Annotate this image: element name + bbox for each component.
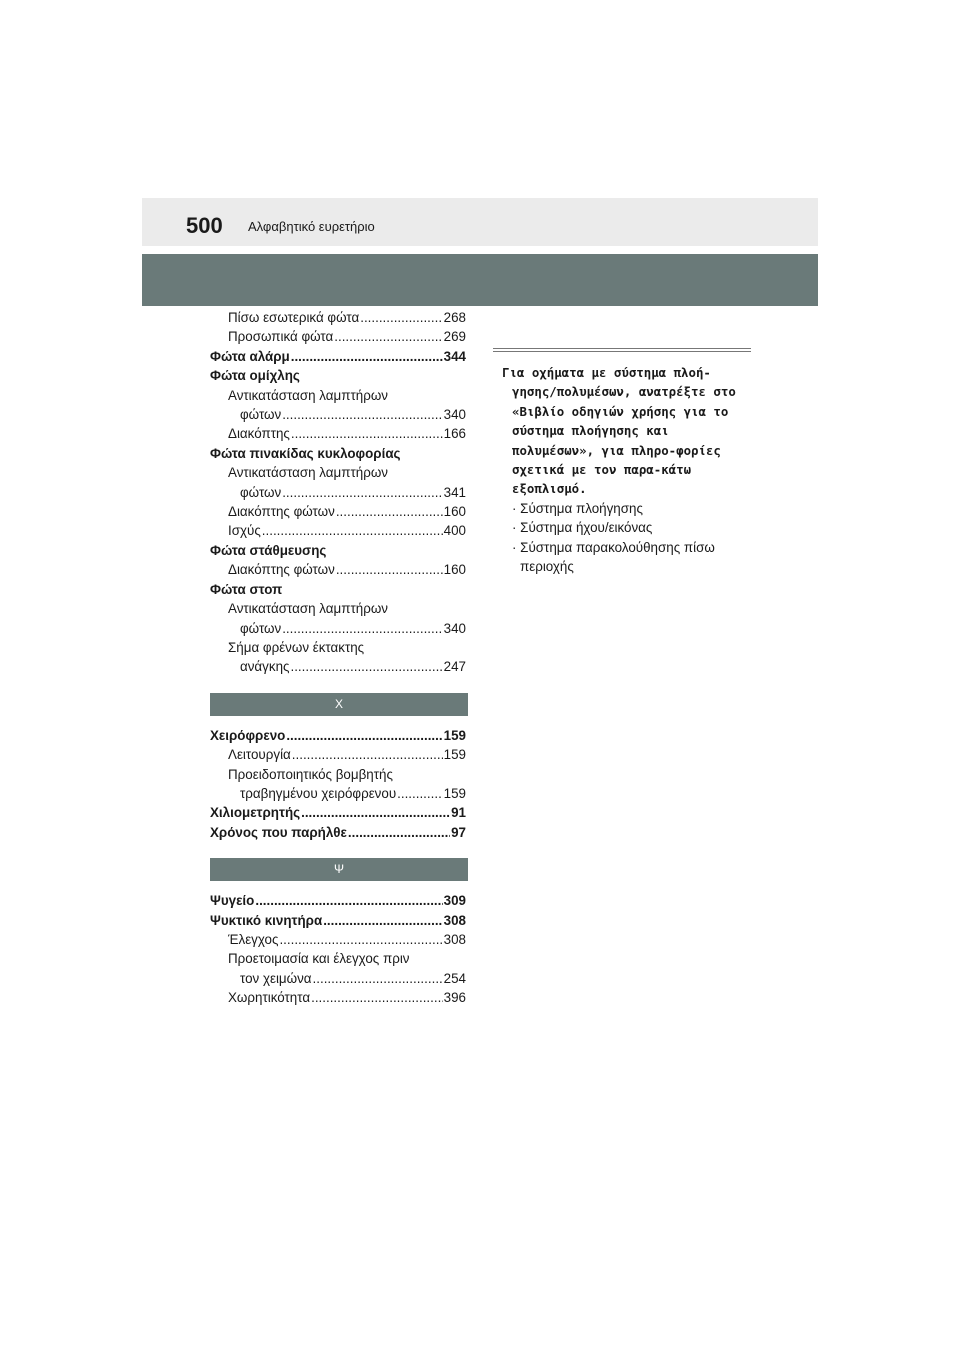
double-rule: [493, 348, 751, 352]
index-entry: Διακόπτης ..... 166: [210, 424, 466, 443]
index-entry: τραβηγμένου χειρόφρενου ..... 159: [210, 784, 466, 803]
index-entry: Διακόπτης φώτων ..... 160: [210, 560, 466, 579]
page-title: Αλφαβητικό ευρετήριο: [248, 219, 375, 234]
equipment-bullet: · Σύστημα πλοήγησης: [512, 500, 643, 516]
index-entry: Ψυκτικό κινητήρα ..... 308: [210, 911, 466, 930]
index-subheading: Σήμα φρένων έκτακτης: [228, 639, 365, 655]
index-entry: Ψυγείο ..... 309: [210, 891, 466, 910]
index-entry: Χειρόφρενο ..... 159: [210, 726, 466, 745]
note-column: [493, 348, 751, 576]
index-entry: Προσωπικά φώτα ..... 269: [210, 327, 466, 346]
index-entry: Χιλιομετρητής ..... 91: [210, 803, 466, 822]
index-entry: Πίσω εσωτερικά φώτα ..... 268: [210, 308, 466, 327]
index-entry: φώτων ..... 340: [210, 619, 466, 638]
index-subheading: Προετοιμασία και έλεγχος πριν: [228, 951, 410, 967]
index-entry: ανάγκης ..... 247: [210, 657, 466, 676]
navigation-note: Για οχήματα με σύστημα πλοή-γησης/πολυμέσων, ανατρέξτε στο «Βιβλίο οδηγιών χρήσης για το σύστημα πλοήγησης και πολυμέσων», για πληρο-φορίες σχετικά με τον παρα-κάτω εξοπλισμό.: [502, 365, 736, 497]
index-heading: Φώτα ομίχλης: [210, 368, 300, 384]
section-letter-chi: Χ: [210, 693, 468, 716]
index-entry: Λειτουργία ..... 159: [210, 745, 466, 764]
section-letter-psi: Ψ: [210, 858, 468, 881]
index-subheading: Προειδοποιητικός βομβητής: [228, 766, 393, 782]
index-entry: Χωρητικότητα ..... 396: [210, 988, 466, 1007]
index-entry: Έλεγχος ..... 308: [210, 930, 466, 949]
index-entry: Διακόπτης φώτων ..... 160: [210, 502, 466, 521]
index-entry: Ισχύς ..... 400: [210, 521, 466, 540]
index-subheading: Αντικατάσταση λαμπτήρων: [228, 601, 388, 617]
index-left-column: [210, 308, 466, 1008]
index-entry: φώτων ..... 341: [210, 483, 466, 502]
index-subheading: Αντικατάσταση λαμπτήρων: [228, 387, 388, 403]
index-entry: φώτων ..... 340: [210, 405, 466, 424]
index-heading: Φώτα πινακίδας κυκλοφορίας: [210, 445, 401, 461]
equipment-bullet: · Σύστημα παρακολούθησης πίσω περιοχής: [512, 539, 715, 575]
index-entry: τον χειμώνα ..... 254: [210, 969, 466, 988]
page-number: 500: [186, 213, 223, 238]
index-heading: Φώτα στοπ: [210, 581, 283, 597]
equipment-bullet: · Σύστημα ήχου/εικόνας: [512, 520, 653, 536]
header-band: [142, 198, 818, 246]
index-heading: Φώτα στάθμευσης: [210, 542, 327, 558]
index-entry: Χρόνος που παρήλθε ..... 97: [210, 823, 466, 842]
index-subheading: Αντικατάσταση λαμπτήρων: [228, 465, 388, 481]
index-entry: Φώτα αλάρμ ..... 344: [210, 347, 466, 366]
section-band: [142, 254, 818, 306]
